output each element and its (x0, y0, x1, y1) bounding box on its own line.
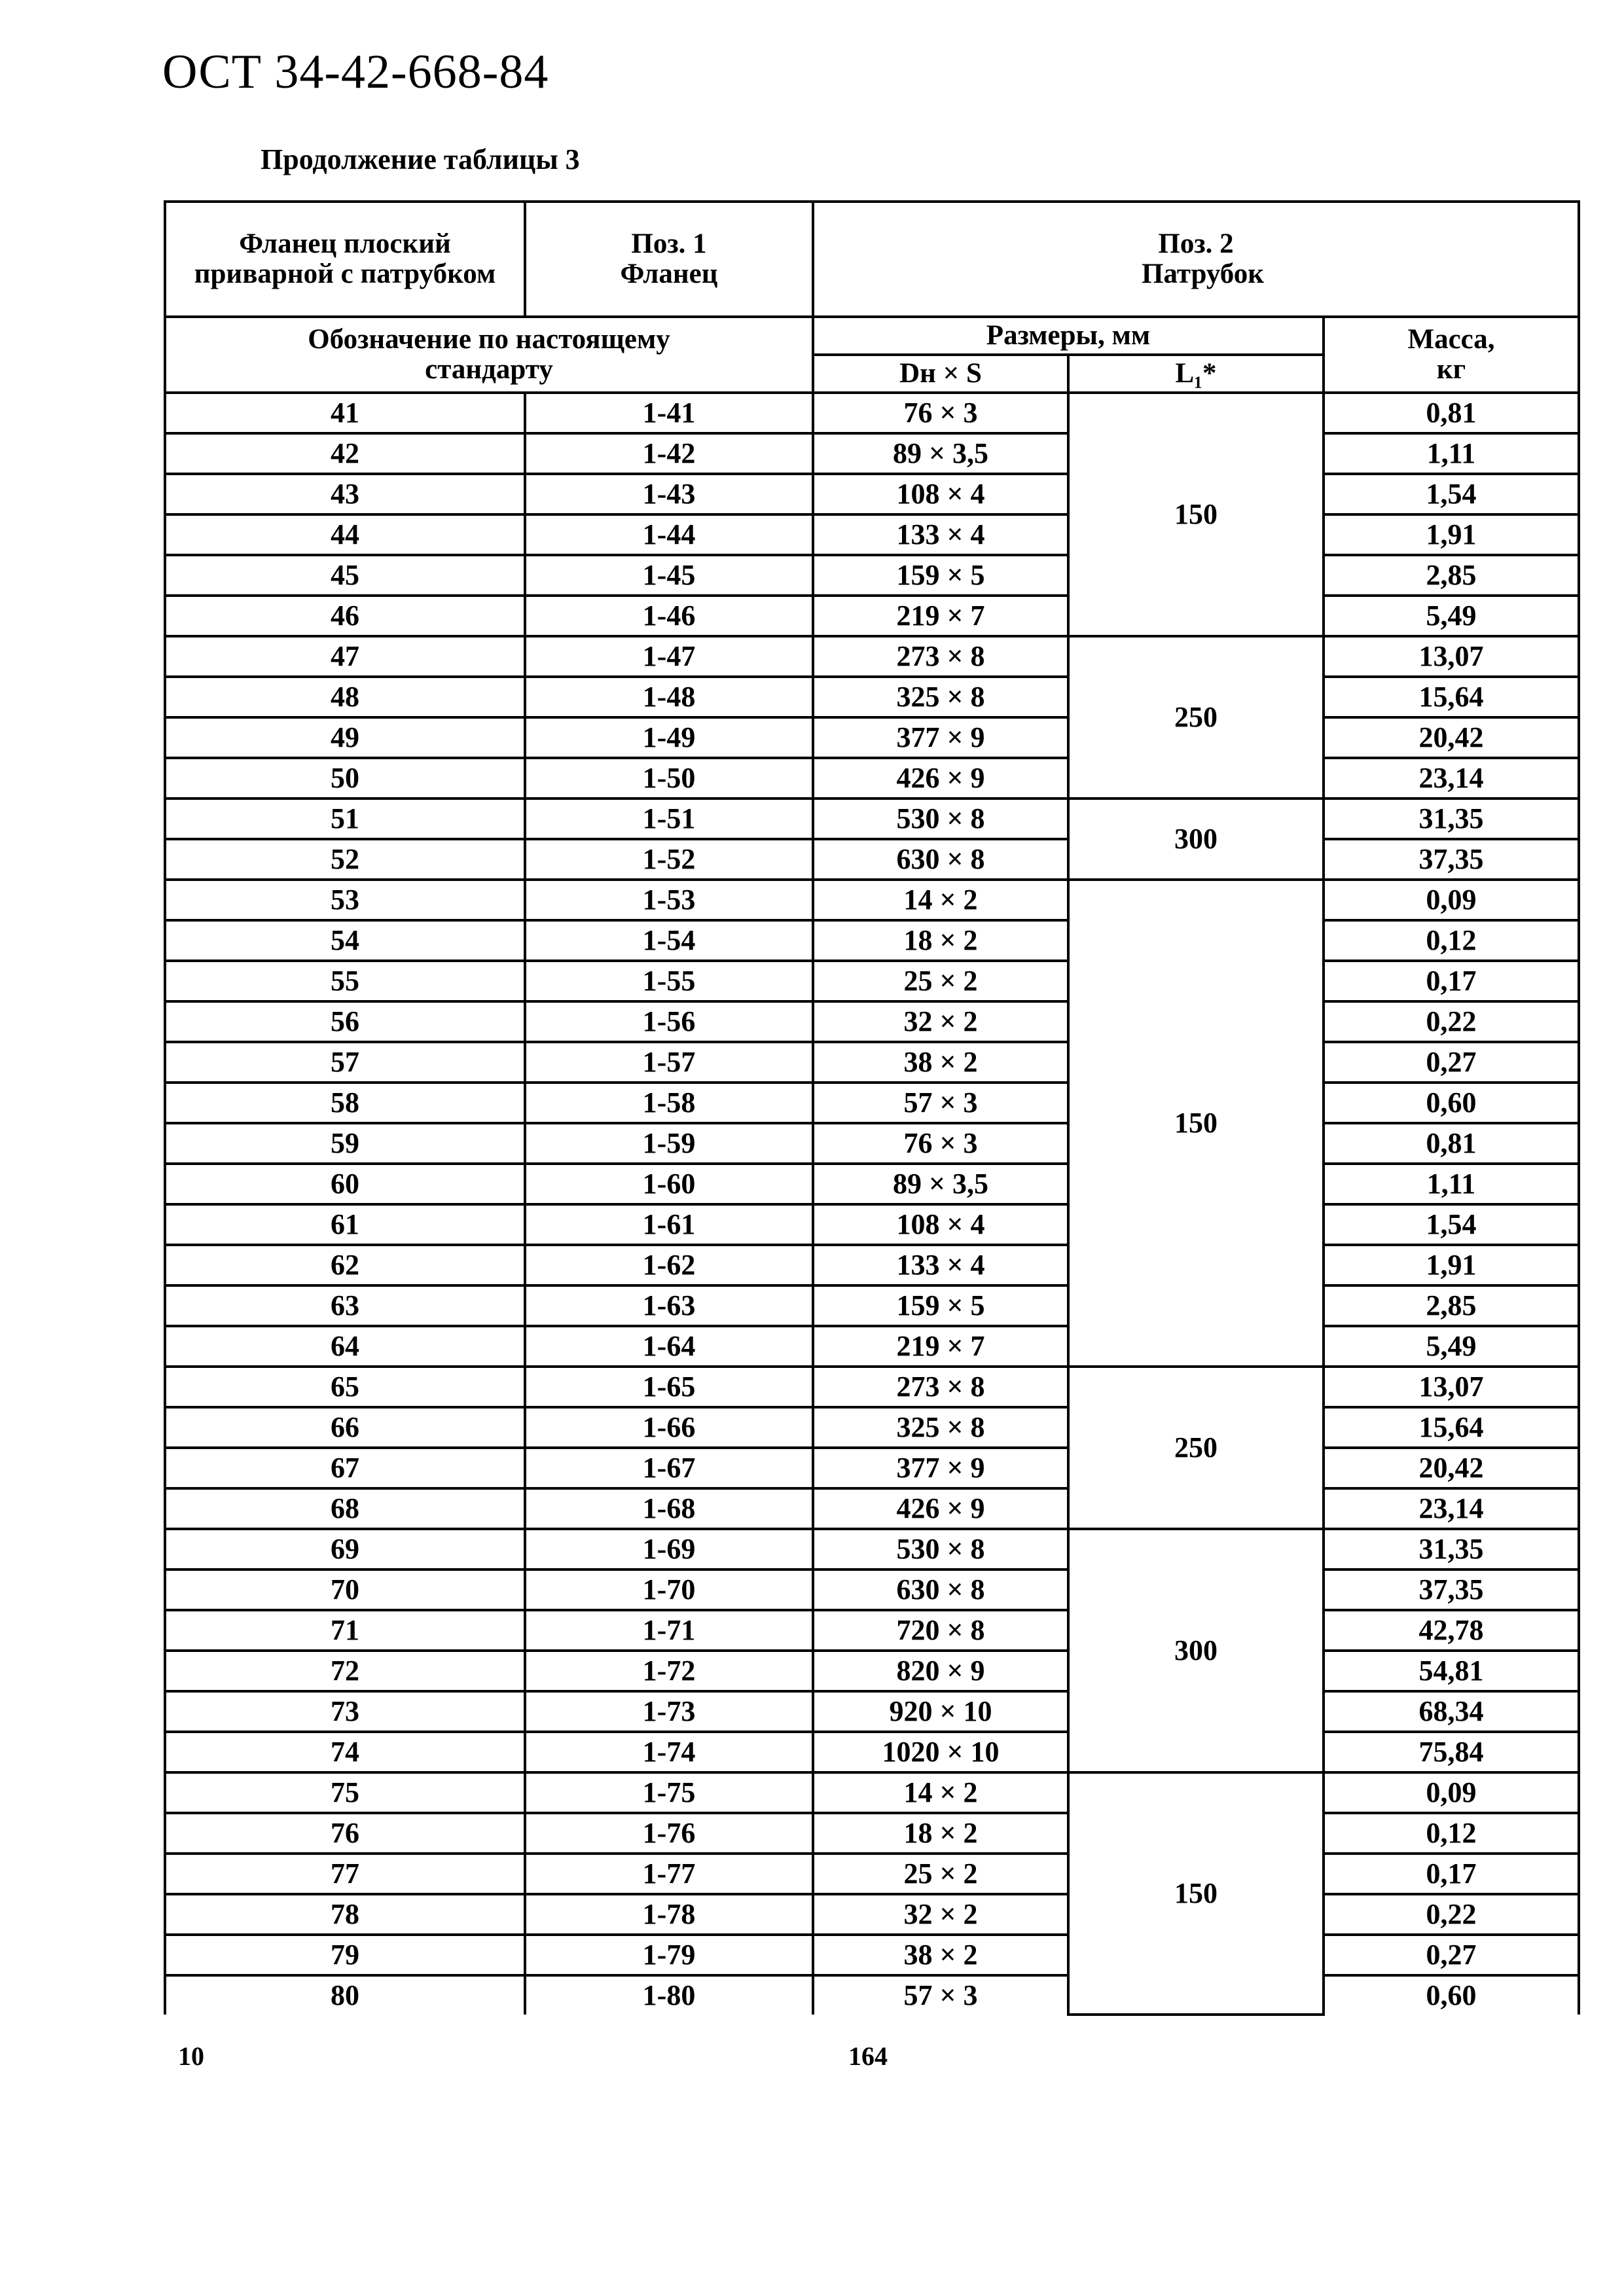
cell-dn-s: 219 × 7 (813, 1326, 1068, 1367)
cell-mass: 1,91 (1324, 1245, 1579, 1285)
cell-pos1-designation: 1-63 (525, 1285, 813, 1326)
cell-mass: 0,60 (1324, 1975, 1579, 2015)
table-row (165, 1285, 1579, 1326)
header-dimensions: Размеры, мм (813, 317, 1324, 355)
cell-flange-designation: 71 (165, 1610, 525, 1651)
cell-mass: 54,81 (1324, 1651, 1579, 1691)
cell-mass: 42,78 (1324, 1610, 1579, 1651)
table-row (165, 1204, 1579, 1245)
cell-dn-s: 76 × 3 (813, 393, 1068, 433)
cell-dn-s: 57 × 3 (813, 1975, 1068, 2015)
cell-flange-designation: 62 (165, 1245, 525, 1285)
table-row (165, 1001, 1579, 1042)
cell-pos1-designation: 1-56 (525, 1001, 813, 1042)
table-row (165, 596, 1579, 636)
cell-pos1-designation: 1-57 (525, 1042, 813, 1083)
cell-pos1-designation: 1-48 (525, 677, 813, 717)
cell-dn-s: 820 × 9 (813, 1651, 1068, 1691)
cell-mass: 1,54 (1324, 1204, 1579, 1245)
cell-flange-designation: 53 (165, 880, 525, 920)
cell-pos1-designation: 1-78 (525, 1894, 813, 1935)
cell-mass: 0,81 (1324, 1123, 1579, 1164)
table-row (165, 1326, 1579, 1367)
cell-pos1-designation: 1-65 (525, 1367, 813, 1407)
cell-pos1-designation: 1-60 (525, 1164, 813, 1204)
cell-mass: 1,91 (1324, 514, 1579, 555)
cell-dn-s: 14 × 2 (813, 1772, 1068, 1813)
cell-flange-designation: 42 (165, 433, 525, 474)
table-row (165, 1935, 1579, 1975)
cell-dn-s: 108 × 4 (813, 1204, 1068, 1245)
table-row (165, 1407, 1579, 1448)
cell-flange-designation: 43 (165, 474, 525, 514)
cell-dn-s: 325 × 8 (813, 1407, 1068, 1448)
cell-flange-designation: 69 (165, 1529, 525, 1570)
cell-mass: 1,11 (1324, 433, 1579, 474)
cell-pos1-designation: 1-43 (525, 474, 813, 514)
table-row (165, 1042, 1579, 1083)
cell-pos1-designation: 1-51 (525, 798, 813, 839)
cell-flange-designation: 72 (165, 1651, 525, 1691)
table-row (165, 393, 1579, 433)
cell-dn-s: 920 × 10 (813, 1691, 1068, 1732)
cell-pos1-designation: 1-64 (525, 1326, 813, 1367)
cell-pos1-designation: 1-77 (525, 1854, 813, 1894)
page-number: 164 (848, 2041, 888, 2071)
header-mass: Масса, кг (1324, 317, 1579, 393)
cell-mass: 0,22 (1324, 1001, 1579, 1042)
table-caption: Продолжение таблицы 3 (261, 143, 580, 175)
cell-flange-designation: 52 (165, 839, 525, 880)
cell-flange-designation: 55 (165, 961, 525, 1001)
cell-mass: 2,85 (1324, 555, 1579, 596)
flange-table-container (164, 200, 1578, 2016)
cell-l1-length: 250 (1068, 636, 1324, 798)
cell-mass: 23,14 (1324, 1488, 1579, 1529)
cell-dn-s: 377 × 9 (813, 717, 1068, 758)
table-row (165, 1488, 1579, 1529)
cell-flange-designation: 65 (165, 1367, 525, 1407)
cell-dn-s: 38 × 2 (813, 1935, 1068, 1975)
cell-pos1-designation: 1-49 (525, 717, 813, 758)
cell-flange-designation: 73 (165, 1691, 525, 1732)
cell-flange-designation: 56 (165, 1001, 525, 1042)
table-row (165, 1164, 1579, 1204)
cell-mass: 31,35 (1324, 798, 1579, 839)
cell-mass: 13,07 (1324, 636, 1579, 677)
cell-pos1-designation: 1-68 (525, 1488, 813, 1529)
cell-dn-s: 630 × 8 (813, 839, 1068, 880)
cell-mass: 1,54 (1324, 474, 1579, 514)
cell-mass: 0,17 (1324, 1854, 1579, 1894)
cell-dn-s: 32 × 2 (813, 1894, 1068, 1935)
table-row (165, 1083, 1579, 1123)
cell-dn-s: 325 × 8 (813, 677, 1068, 717)
cell-flange-designation: 77 (165, 1854, 525, 1894)
cell-mass: 0,27 (1324, 1935, 1579, 1975)
cell-pos1-designation: 1-79 (525, 1935, 813, 1975)
cell-pos1-designation: 1-73 (525, 1691, 813, 1732)
cell-dn-s: 377 × 9 (813, 1448, 1068, 1488)
table-row (165, 433, 1579, 474)
cell-mass: 0,17 (1324, 961, 1579, 1001)
cell-dn-s: 630 × 8 (813, 1570, 1068, 1610)
cell-flange-designation: 45 (165, 555, 525, 596)
header-pos2: Поз. 2 Патрубок (813, 202, 1579, 317)
cell-dn-s: 38 × 2 (813, 1042, 1068, 1083)
cell-pos1-designation: 1-42 (525, 433, 813, 474)
cell-flange-designation: 64 (165, 1326, 525, 1367)
cell-dn-s: 530 × 8 (813, 1529, 1068, 1570)
cell-pos1-designation: 1-76 (525, 1813, 813, 1854)
cell-mass: 0,09 (1324, 1772, 1579, 1813)
cell-mass: 0,27 (1324, 1042, 1579, 1083)
cell-flange-designation: 74 (165, 1732, 525, 1772)
cell-mass: 37,35 (1324, 1570, 1579, 1610)
table-row (165, 1691, 1579, 1732)
cell-pos1-designation: 1-41 (525, 393, 813, 433)
table-row (165, 920, 1579, 961)
cell-flange-designation: 49 (165, 717, 525, 758)
cell-mass: 75,84 (1324, 1732, 1579, 1772)
cell-mass: 0,12 (1324, 920, 1579, 961)
table-row (165, 1367, 1579, 1407)
table-row (165, 798, 1579, 839)
cell-pos1-designation: 1-45 (525, 555, 813, 596)
cell-mass: 68,34 (1324, 1691, 1579, 1732)
table-row (165, 839, 1579, 880)
cell-mass: 37,35 (1324, 839, 1579, 880)
table-row (165, 1123, 1579, 1164)
header-dn-s: Dн × S (813, 355, 1068, 393)
cell-mass: 23,14 (1324, 758, 1579, 798)
cell-pos1-designation: 1-74 (525, 1732, 813, 1772)
cell-dn-s: 159 × 5 (813, 555, 1068, 596)
cell-flange-designation: 46 (165, 596, 525, 636)
table-row (165, 961, 1579, 1001)
cell-flange-designation: 60 (165, 1164, 525, 1204)
cell-dn-s: 18 × 2 (813, 1813, 1068, 1854)
cell-dn-s: 32 × 2 (813, 1001, 1068, 1042)
cell-flange-designation: 70 (165, 1570, 525, 1610)
cell-flange-designation: 61 (165, 1204, 525, 1245)
flange-table (164, 200, 1580, 2016)
cell-flange-designation: 66 (165, 1407, 525, 1448)
cell-flange-designation: 48 (165, 677, 525, 717)
cell-dn-s: 720 × 8 (813, 1610, 1068, 1651)
cell-pos1-designation: 1-54 (525, 920, 813, 961)
cell-pos1-designation: 1-52 (525, 839, 813, 880)
table-row (165, 758, 1579, 798)
cell-dn-s: 25 × 2 (813, 1854, 1068, 1894)
cell-l1-length: 150 (1068, 393, 1324, 636)
cell-pos1-designation: 1-61 (525, 1204, 813, 1245)
header-flange-type: Фланец плоский приварной с патрубком (165, 202, 525, 317)
cell-pos1-designation: 1-80 (525, 1975, 813, 2015)
table-row (165, 1975, 1579, 2015)
cell-dn-s: 25 × 2 (813, 961, 1068, 1001)
cell-flange-designation: 51 (165, 798, 525, 839)
cell-flange-designation: 78 (165, 1894, 525, 1935)
table-row (165, 1813, 1579, 1854)
table-row (165, 880, 1579, 920)
cell-flange-designation: 59 (165, 1123, 525, 1164)
cell-mass: 0,12 (1324, 1813, 1579, 1854)
table-row (165, 677, 1579, 717)
cell-l1-length: 250 (1068, 1367, 1324, 1529)
cell-l1-length: 150 (1068, 1772, 1324, 2015)
cell-dn-s: 159 × 5 (813, 1285, 1068, 1326)
cell-mass: 1,11 (1324, 1164, 1579, 1204)
cell-pos1-designation: 1-75 (525, 1772, 813, 1813)
cell-dn-s: 108 × 4 (813, 474, 1068, 514)
cell-dn-s: 89 × 3,5 (813, 1164, 1068, 1204)
cell-dn-s: 14 × 2 (813, 880, 1068, 920)
cell-mass: 13,07 (1324, 1367, 1579, 1407)
cell-dn-s: 133 × 4 (813, 514, 1068, 555)
header-pos1: Поз. 1 Фланец (525, 202, 813, 317)
cell-mass: 15,64 (1324, 677, 1579, 717)
cell-pos1-designation: 1-71 (525, 1610, 813, 1651)
cell-mass: 0,22 (1324, 1894, 1579, 1935)
table-row (165, 514, 1579, 555)
table-row (165, 1854, 1579, 1894)
cell-flange-designation: 68 (165, 1488, 525, 1529)
table-row (165, 1894, 1579, 1935)
cell-dn-s: 426 × 9 (813, 758, 1068, 798)
cell-mass: 20,42 (1324, 717, 1579, 758)
cell-dn-s: 76 × 3 (813, 1123, 1068, 1164)
cell-flange-designation: 76 (165, 1813, 525, 1854)
cell-flange-designation: 75 (165, 1772, 525, 1813)
header-l1: L₁* (1068, 355, 1324, 393)
cell-mass: 31,35 (1324, 1529, 1579, 1570)
cell-dn-s: 219 × 7 (813, 596, 1068, 636)
cell-dn-s: 133 × 4 (813, 1245, 1068, 1285)
cell-pos1-designation: 1-67 (525, 1448, 813, 1488)
cell-dn-s: 426 × 9 (813, 1488, 1068, 1529)
cell-dn-s: 18 × 2 (813, 920, 1068, 961)
cell-flange-designation: 57 (165, 1042, 525, 1083)
cell-pos1-designation: 1-44 (525, 514, 813, 555)
table-row (165, 636, 1579, 677)
cell-l1-length: 150 (1068, 880, 1324, 1367)
cell-mass: 5,49 (1324, 1326, 1579, 1367)
cell-dn-s: 89 × 3,5 (813, 433, 1068, 474)
cell-mass: 20,42 (1324, 1448, 1579, 1488)
cell-mass: 5,49 (1324, 596, 1579, 636)
header-designation: Обозначение по настоящему стандарту (165, 317, 813, 393)
table-row (165, 1448, 1579, 1488)
cell-pos1-designation: 1-46 (525, 596, 813, 636)
cell-flange-designation: 54 (165, 920, 525, 961)
cell-mass: 2,85 (1324, 1285, 1579, 1326)
cell-flange-designation: 47 (165, 636, 525, 677)
cell-pos1-designation: 1-58 (525, 1083, 813, 1123)
cell-pos1-designation: 1-53 (525, 880, 813, 920)
table-row (165, 1772, 1579, 1813)
table-row (165, 1610, 1579, 1651)
cell-dn-s: 273 × 8 (813, 636, 1068, 677)
table-row (165, 1732, 1579, 1772)
table-row (165, 1570, 1579, 1610)
cell-flange-designation: 41 (165, 393, 525, 433)
table-row (165, 1529, 1579, 1570)
cell-pos1-designation: 1-50 (525, 758, 813, 798)
table-row (165, 474, 1579, 514)
cell-pos1-designation: 1-70 (525, 1570, 813, 1610)
cell-flange-designation: 50 (165, 758, 525, 798)
cell-flange-designation: 58 (165, 1083, 525, 1123)
table-row (165, 1245, 1579, 1285)
cell-pos1-designation: 1-55 (525, 961, 813, 1001)
cell-flange-designation: 44 (165, 514, 525, 555)
cell-flange-designation: 80 (165, 1975, 525, 2015)
document-code: ОСТ 34-42-668-84 (162, 45, 549, 99)
cell-flange-designation: 79 (165, 1935, 525, 1975)
table-row (165, 555, 1579, 596)
cell-dn-s: 530 × 8 (813, 798, 1068, 839)
cell-pos1-designation: 1-47 (525, 636, 813, 677)
table-row (165, 717, 1579, 758)
cell-pos1-designation: 1-66 (525, 1407, 813, 1448)
table-body (165, 393, 1579, 2015)
cell-mass: 15,64 (1324, 1407, 1579, 1448)
cell-mass: 0,81 (1324, 393, 1579, 433)
cell-pos1-designation: 1-72 (525, 1651, 813, 1691)
cell-mass: 0,60 (1324, 1083, 1579, 1123)
cell-pos1-designation: 1-59 (525, 1123, 813, 1164)
cell-l1-length: 300 (1068, 798, 1324, 880)
cell-flange-designation: 63 (165, 1285, 525, 1326)
cell-flange-designation: 67 (165, 1448, 525, 1488)
cell-dn-s: 1020 × 10 (813, 1732, 1068, 1772)
cell-dn-s: 273 × 8 (813, 1367, 1068, 1407)
footer-left-number: 10 (178, 2041, 204, 2071)
cell-l1-length: 300 (1068, 1529, 1324, 1772)
cell-pos1-designation: 1-69 (525, 1529, 813, 1570)
cell-pos1-designation: 1-62 (525, 1245, 813, 1285)
cell-mass: 0,09 (1324, 880, 1579, 920)
cell-dn-s: 57 × 3 (813, 1083, 1068, 1123)
table-row (165, 1651, 1579, 1691)
